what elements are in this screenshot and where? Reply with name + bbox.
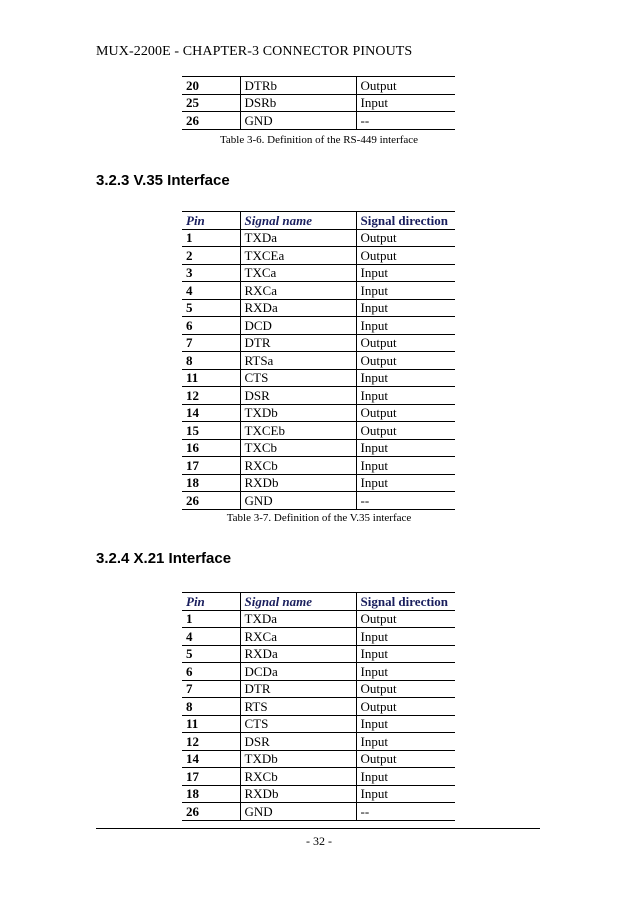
table-row	[182, 663, 455, 681]
pin-cell: 14	[182, 404, 240, 422]
footer-divider	[96, 828, 540, 829]
pin-cell: 18	[182, 785, 240, 803]
signal-cell: TXCb	[240, 439, 356, 457]
direction-cell: Input	[356, 663, 455, 681]
pin-cell: 12	[182, 733, 240, 751]
rs449-table-body	[182, 77, 455, 130]
table-row	[182, 77, 455, 95]
v35-heading: 3.2.3 V.35 Interface	[96, 172, 230, 189]
v35-col-pin: Pin	[182, 212, 240, 230]
direction-cell: Input	[356, 439, 455, 457]
direction-cell: Input	[356, 282, 455, 300]
direction-cell: Input	[356, 733, 455, 751]
signal-cell: TXDb	[240, 750, 356, 768]
pin-cell: 11	[182, 369, 240, 387]
pin-cell: 7	[182, 334, 240, 352]
table-row	[182, 750, 455, 768]
signal-cell: DSR	[240, 733, 356, 751]
table-row	[182, 369, 455, 387]
signal-cell: DCDa	[240, 663, 356, 681]
pin-cell: 7	[182, 680, 240, 698]
signal-cell: RTSa	[240, 352, 356, 370]
pin-cell: 6	[182, 317, 240, 335]
table-row	[182, 352, 455, 370]
signal-cell: GND	[240, 803, 356, 821]
table-row	[182, 264, 455, 282]
direction-cell: Input	[356, 457, 455, 475]
x21-table	[182, 592, 455, 821]
table-row	[182, 610, 455, 628]
direction-cell: Input	[356, 317, 455, 335]
pin-cell: 11	[182, 715, 240, 733]
pin-cell: 3	[182, 264, 240, 282]
x21-col-direction: Signal direction	[356, 593, 455, 611]
pin-cell: 6	[182, 663, 240, 681]
table-row	[182, 474, 455, 492]
direction-cell: Output	[356, 77, 455, 95]
table-row	[182, 404, 455, 422]
table-row	[182, 94, 455, 112]
pin-cell: 12	[182, 387, 240, 405]
v35-col-signal: Signal name	[240, 212, 356, 230]
table-row	[182, 803, 455, 821]
pin-cell: 26	[182, 492, 240, 510]
pin-cell: 1	[182, 229, 240, 247]
v35-col-direction: Signal direction	[356, 212, 455, 230]
table-row	[182, 422, 455, 440]
table-row	[182, 229, 455, 247]
page-number: - 32 -	[306, 834, 332, 848]
pin-cell: 5	[182, 299, 240, 317]
direction-cell: Input	[356, 264, 455, 282]
table-row	[182, 334, 455, 352]
pin-cell: 14	[182, 750, 240, 768]
table-row	[182, 715, 455, 733]
table-row	[182, 768, 455, 786]
table-row	[182, 112, 455, 130]
direction-cell: Output	[356, 247, 455, 265]
pin-cell: 17	[182, 768, 240, 786]
table-row	[182, 680, 455, 698]
pin-cell: 4	[182, 282, 240, 300]
pin-cell: 26	[182, 803, 240, 821]
direction-cell: Output	[356, 229, 455, 247]
pin-cell: 16	[182, 439, 240, 457]
signal-cell: CTS	[240, 715, 356, 733]
direction-cell: Input	[356, 628, 455, 646]
rs449-table	[182, 76, 455, 130]
v35-caption: Table 3-7. Definition of the V.35 interface	[226, 512, 412, 524]
signal-cell: TXDa	[240, 610, 356, 628]
signal-cell: TXCEb	[240, 422, 356, 440]
direction-cell: Output	[356, 422, 455, 440]
direction-cell: Input	[356, 369, 455, 387]
direction-cell: Input	[356, 387, 455, 405]
direction-cell: --	[356, 803, 455, 821]
pin-cell: 2	[182, 247, 240, 265]
direction-cell: Output	[356, 680, 455, 698]
direction-cell: Input	[356, 645, 455, 663]
table-row	[182, 387, 455, 405]
direction-cell: --	[356, 112, 455, 130]
v35-table-body	[182, 229, 455, 509]
table-row	[182, 317, 455, 335]
signal-cell: RXCa	[240, 628, 356, 646]
signal-cell: RXDb	[240, 785, 356, 803]
signal-cell: RXDa	[240, 645, 356, 663]
page-header: MUX-2200E - CHAPTER-3 CONNECTOR PINOUTS	[96, 44, 413, 59]
direction-cell: Input	[356, 474, 455, 492]
table-row	[182, 247, 455, 265]
direction-cell: Output	[356, 610, 455, 628]
pin-cell: 17	[182, 457, 240, 475]
signal-cell: RTS	[240, 698, 356, 716]
direction-cell: Output	[356, 750, 455, 768]
pin-cell: 8	[182, 352, 240, 370]
x21-table-body	[182, 610, 455, 820]
signal-cell: RXCa	[240, 282, 356, 300]
pin-cell: 26	[182, 112, 240, 130]
direction-cell: Output	[356, 334, 455, 352]
table-row	[182, 785, 455, 803]
direction-cell: Input	[356, 768, 455, 786]
direction-cell: --	[356, 492, 455, 510]
signal-cell: RXDb	[240, 474, 356, 492]
direction-cell: Output	[356, 404, 455, 422]
direction-cell: Input	[356, 94, 455, 112]
signal-cell: GND	[240, 492, 356, 510]
pin-cell: 15	[182, 422, 240, 440]
table-row	[182, 698, 455, 716]
pin-cell: 20	[182, 77, 240, 95]
table-row	[182, 457, 455, 475]
table-row	[182, 733, 455, 751]
pin-cell: 1	[182, 610, 240, 628]
signal-cell: DSRb	[240, 94, 356, 112]
direction-cell: Output	[356, 698, 455, 716]
table-row	[182, 645, 455, 663]
signal-cell: RXDa	[240, 299, 356, 317]
table-row	[182, 628, 455, 646]
x21-col-pin: Pin	[182, 593, 240, 611]
v35-table	[182, 211, 455, 510]
pin-cell: 8	[182, 698, 240, 716]
pin-cell: 25	[182, 94, 240, 112]
table-row	[182, 492, 455, 510]
direction-cell: Input	[356, 715, 455, 733]
rs449-caption: Table 3-6. Definition of the RS-449 interface	[219, 134, 419, 146]
signal-cell: TXCa	[240, 264, 356, 282]
direction-cell: Input	[356, 785, 455, 803]
signal-cell: TXCEa	[240, 247, 356, 265]
signal-cell: CTS	[240, 369, 356, 387]
signal-cell: TXDa	[240, 229, 356, 247]
pin-cell: 4	[182, 628, 240, 646]
direction-cell: Output	[356, 352, 455, 370]
x21-heading: 3.2.4 X.21 Interface	[96, 550, 232, 567]
x21-col-signal: Signal name	[240, 593, 356, 611]
signal-cell: TXDb	[240, 404, 356, 422]
signal-cell: RXCb	[240, 457, 356, 475]
table-row	[182, 282, 455, 300]
signal-cell: DSR	[240, 387, 356, 405]
direction-cell: Input	[356, 299, 455, 317]
signal-cell: DTRb	[240, 77, 356, 95]
signal-cell: RXCb	[240, 768, 356, 786]
signal-cell: DCD	[240, 317, 356, 335]
signal-cell: GND	[240, 112, 356, 130]
signal-cell: DTR	[240, 334, 356, 352]
table-row	[182, 299, 455, 317]
pin-cell: 5	[182, 645, 240, 663]
table-row	[182, 439, 455, 457]
signal-cell: DTR	[240, 680, 356, 698]
pin-cell: 18	[182, 474, 240, 492]
